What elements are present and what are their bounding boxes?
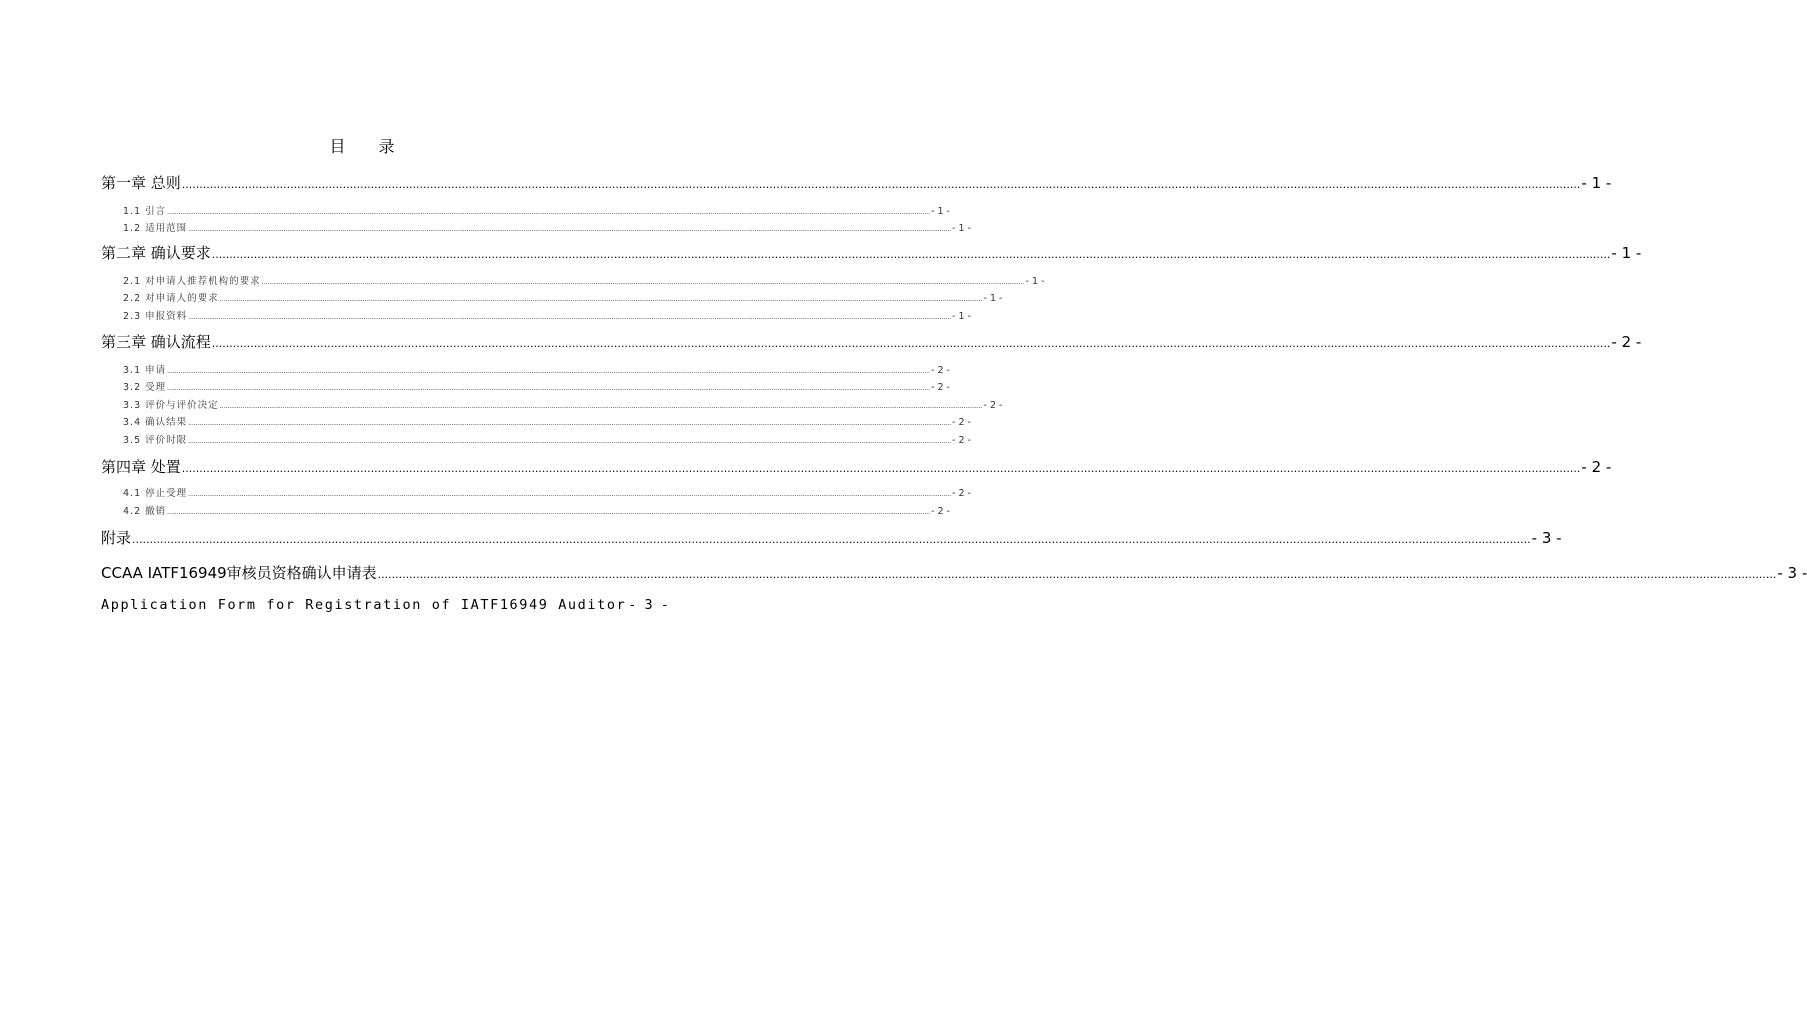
toc-entry-3-4[interactable] [123,414,971,428]
toc-entry-label: 4.2 撤销 [123,506,167,517]
dot-leader: ................................................................................................................................................................................................................................................................................................................................................................................................................ [219,296,983,303]
toc-entry-label: 2.2 对申请人的要求 [123,293,219,304]
dot-leader: ................................................................................................................................................................................................................................................................................................................................................................................................................ [167,385,931,392]
toc-entry-3-5[interactable] [123,432,971,446]
toc-entry-label: 3.3 评价与评价决定 [123,400,219,411]
toc-entry-label: 附录 [101,529,132,547]
toc-page-number: - 2 - [1581,458,1612,476]
dot-leader: ................................................................................................................................................................................................................................................................................................................................................................................................................ [211,337,1611,350]
toc-entry-2-3[interactable] [123,308,971,322]
toc-entry-appendix[interactable] [101,527,1562,547]
toc-entry-label: 第三章 确认流程 [101,333,211,351]
toc-entry-label: 1.2 适用范围 [123,223,188,234]
toc-title: 目 录 [329,137,409,156]
toc-page-number: - 2 - [983,400,1003,411]
toc-entry-1-1[interactable] [123,203,950,217]
dot-leader: ................................................................................................................................................................................................................................................................................................................................................................................................................ [377,568,1777,581]
dot-leader: ................................................................................................................................................................................................................................................................................................................................................................................................................ [261,279,1025,286]
toc-entry-label: 1.1 引言 [123,206,167,217]
dot-leader: ................................................................................................................................................................................................................................................................................................................................................................................................................ [188,226,952,233]
toc-page-number: - 2 - [1611,333,1642,351]
toc-page-number: - 1 - [983,293,1003,304]
toc-entry-application-form-cn[interactable] [101,562,1807,582]
dot-leader: ................................................................................................................................................................................................................................................................................................................................................................................................................ [181,178,1581,191]
dot-leader: ................................................................................................................................................................................................................................................................................................................................................................................................................ [167,368,931,375]
toc-page-number: - 2 - [931,506,950,517]
toc-entry-chapter-3[interactable] [101,331,1642,351]
toc-entry-1-2[interactable] [123,220,971,234]
toc-entry-label: 2.1 对申请人推荐机构的要求 [123,276,261,287]
toc-entry-2-2[interactable] [123,290,1003,304]
toc-page-number: - 1 - [1025,276,1045,287]
toc-entry-label: 第一章 总则 [101,174,181,192]
toc-entry-4-2[interactable] [123,503,950,517]
toc-page-number: - 1 - [931,206,950,217]
toc-entry-3-3[interactable] [123,397,1003,411]
toc-entry-application-form-en[interactable] [101,597,669,617]
toc-entry-3-1[interactable] [123,362,950,376]
toc-entry-chapter-1[interactable] [101,172,1612,192]
toc-page-number: - 2 - [931,365,950,376]
dot-leader: ................................................................................................................................................................................................................................................................................................................................................................................................................ [188,491,952,498]
toc-page-number: - 1 - [952,311,971,322]
toc-entry-chapter-2[interactable] [101,242,1642,262]
toc-page-number: - 2 - [931,382,950,393]
toc-page-number: - 1 - [952,223,971,234]
toc-entry-label: CCAA IATF16949审核员资格确认申请表 [101,564,377,582]
toc-entry-label: 2.3 申报资料 [123,311,188,322]
dot-leader: ................................................................................................................................................................................................................................................................................................................................................................................................................ [188,438,952,445]
dot-leader: ................................................................................................................................................................................................................................................................................................................................................................................................................ [132,533,1531,546]
dot-leader: ................................................................................................................................................................................................................................................................................................................................................................................................................ [188,314,952,321]
toc-page-number: - 2 - [952,435,971,446]
toc-entry-2-1[interactable] [123,273,1045,287]
toc-page-number: - 1 - [1581,174,1612,192]
toc-page-number: - 3 - [1531,529,1562,547]
toc-entry-label: Application Form for Registration of IATF16949 Auditor [101,597,627,613]
dot-leader: ................................................................................................................................................................................................................................................................................................................................................................................................................ [188,420,952,427]
dot-leader: ................................................................................................................................................................................................................................................................................................................................................................................................................ [211,248,1611,261]
dot-leader: ................................................................................................................................................................................................................................................................................................................................................................................................................ [219,403,983,410]
toc-entry-label: 3.2 受理 [123,382,167,393]
toc-entry-label: 3.1 申请 [123,365,167,376]
toc-page-number: - 3 - [1777,564,1807,582]
toc-page-number: - 2 - [952,488,971,499]
toc-entry-label: 3.5 评价时限 [123,435,188,446]
toc-page-number: - 1 - [1611,244,1642,262]
dot-leader: ................................................................................................................................................................................................................................................................................................................................................................................................................ [181,462,1581,475]
toc-entry-label: 3.4 确认结果 [123,417,188,428]
dot-leader: ................................................................................................................................................................................................................................................................................................................................................................................................................ [167,509,931,516]
toc-entry-chapter-4[interactable] [101,456,1612,476]
toc-page-number: - 2 - [952,417,971,428]
toc-entry-label: 第四章 处置 [101,458,181,476]
dot-leader: ................................................................................................................................................................................................................................................................................................................................................................................................................ [167,209,931,216]
toc-entry-label: 4.1 停止受理 [123,488,188,499]
toc-entry-3-2[interactable] [123,379,950,393]
toc-entry-4-1[interactable] [123,485,971,499]
toc-page-number: - 3 - [628,597,669,613]
toc-entry-label: 第二章 确认要求 [101,244,211,262]
